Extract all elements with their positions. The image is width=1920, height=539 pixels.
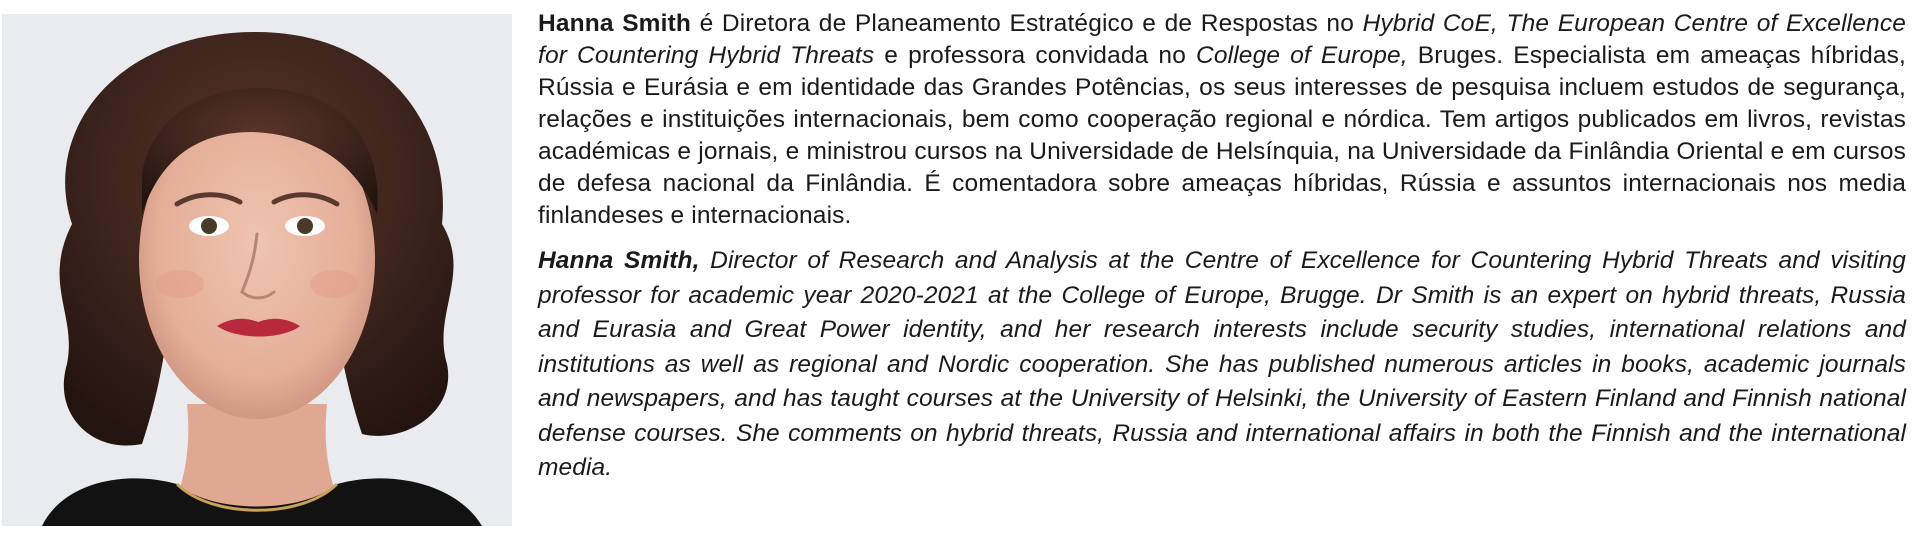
left-iris-shape <box>201 218 217 234</box>
left-cheek-shape <box>156 270 204 298</box>
bio-pt-text-1: é Diretora de Planeamento Estratégico e de Respostas no <box>691 10 1363 37</box>
bio-en-name: Hanna Smith, <box>538 247 700 274</box>
bio-text <box>538 8 1906 486</box>
right-cheek-shape <box>310 270 358 298</box>
bio-pt-text-2: e professora convidada no <box>874 42 1196 69</box>
portrait-illustration <box>2 14 512 526</box>
bio-pt-name: Hanna Smith <box>538 10 691 37</box>
bio-portuguese <box>538 8 1906 232</box>
portrait-photo <box>2 14 512 526</box>
bio-english <box>538 244 1906 486</box>
bio-en-text: Director of Research and Analysis at the Centre of Excellence for Countering Hybrid Threats and visiting professor for academic year 2020-2021 at the College of Europe, Brugge. Dr Smith is an expert on hybrid threats, Russia and Eurasia and Great Power identity, and her research interests include security studies, international relations and institutions as well as regional and Nordic cooperation. She has published numerous articles in books, academic journals and newspapers, and has taught courses at the University of Helsinki, the University of Eastern Finland and Finnish national defense courses. She comments on hybrid threats, Russia and international affairs in both the Finnish and the international media. <box>538 247 1907 481</box>
right-iris-shape <box>297 218 313 234</box>
bio-pt-college: College of Europe, <box>1196 42 1408 69</box>
bio-pt-text-3: Bruges. Especialista em ameaças híbridas, Rússia e Eurásia e em identidade das Grandes Potências, os seus interesses de pesquisa incluem estudos de segurança, relações e instituições internacionais, bem como cooperação regional e nórdica. Tem artigos publicados em livros, revistas académicas e jornais, e ministrou cursos na Universidade de Helsínquia, na Universidade da Finlândia Oriental e em cursos de defesa nacional da Finlândia. É comentadora sobre ameaças híbridas, Rússia e assuntos internacionais nos media finlandeses e internacionais. <box>538 42 1906 229</box>
bio-pt-org-name: Hybrid CoE, The European Centre of Excellence for Countering Hybrid Threats <box>538 10 1906 69</box>
